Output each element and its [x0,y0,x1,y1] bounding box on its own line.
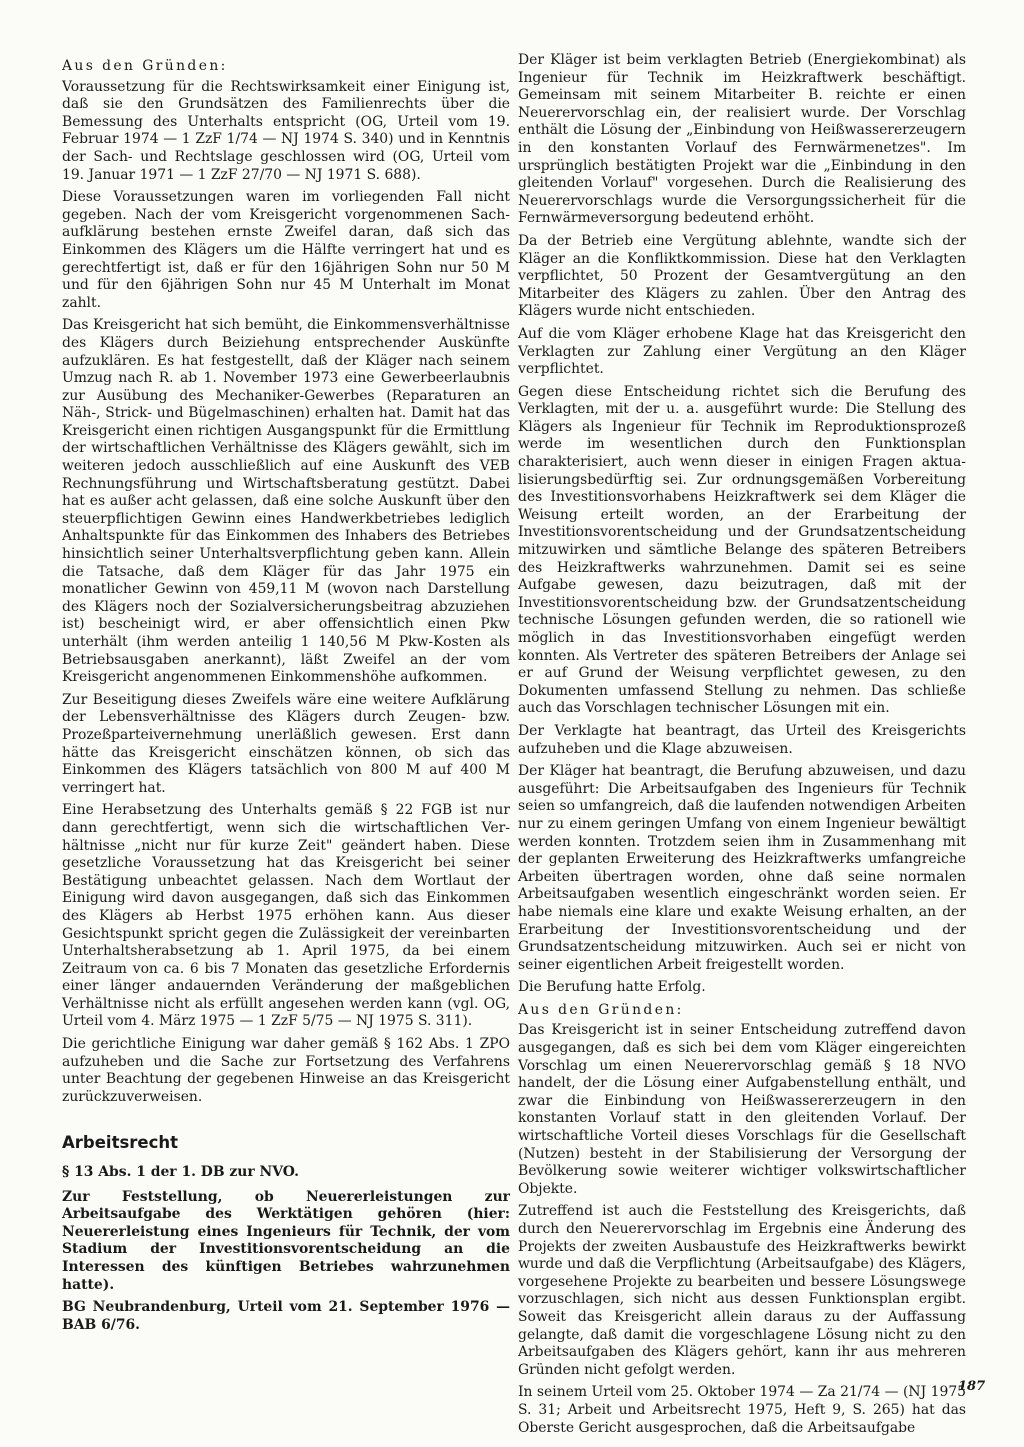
grounds-heading: Aus den Gründen: [518,1001,684,1018]
paragraph: Der Kläger ist beim verklagten Betrieb (Energiekombinat) als Ingenieur für Technik im Heizkraftwerk beschäftigt. Gemeinsam mit seinem Mitarbeiter B. reichte er einen Neuerervorschlag ein, der realisiert wurde. Der Vorschlag enthält die Lösung der „Einbindung von Heißwassererzeugern in den konstanten Vorlauf des Fernwärmenetzes". Im ursprünglich bestätigten Projekt war die „Einbindung in den gleitenden Vorlauf" vorgesehen. Durch die Realisierung des Neuerervorschlags wurde die Versorgungssicherheit für die Fernwärmeversorgung bedeutend erhöht. [518,52,966,227]
paragraph: Da der Betrieb eine Vergütung ablehnte, wandte sich der Kläger an die Konfliktkommission. Diese hat den Verklagten verpflichtet, 50 Prozent der Gesamtvergütung an den Mitarbeiter des Klägers zu zahlen. Über den Antrag des Klägers wurde nicht entschieden. [518,232,966,320]
paragraph: Die Berufung hatte Erfolg. [518,979,706,996]
paragraph: Diese Voraussetzungen waren im vorliegenden Fall nicht gegeben. Nach der vom Kreisgericht vorgenommenen Sachaufklärung bestehen ernste Zweifel daran, daß sich das Einkommen des Klägers um die Hälfte verringert hat und es gerechtfertigt ist, daß er für den 16jährigen Sohn nur 50 M und für den 6jährigen Sohn nur 45 M Unterhalt im Monat zahlt. [62,189,510,311]
case-citation: BG Neubrandenburg, Urteil vom 21. September 1976 — BAB 6/76. [62,1299,510,1333]
paragraph: Zutreffend ist auch die Feststellung des Kreisgerichts, daß durch den Neuerervorschlag im Ergebnis eine Änderung des Projekts der zweiten Ausbaustufe des Heizkraftwerks bewirkt wurde und daß die Verpflichtung (Arbeitsaufgabe) des Klägers, vorgesehene Projekte zu bearbeiten und bessere Lösungswege vorzuschlagen, sich nicht aus dessen Funktionsplan ergibt. Soweit das Kreisgericht allein daraus zu der Auffassung gelangte, daß damit die vorgeschlagene Lösung nicht zu den Arbeitsaufgaben des Klägers gehört, kann ihr aus mehreren Gründen nicht gefolgt werden. [518,1203,966,1378]
paragraph: Gegen diese Entscheidung richtet sich die Berufung des Verklagten, mit der u. a. ausgeführt wurde: Die Stellung des Klägers als Ingenieur für Technik im Reproduktionsprozeß werde im wesentlichen durch den Funktionsplan charakterisiert, auch wenn dieser in einigen Fragen aktualisierungsbedürftig sei. Zur ordnungsgemäßen Vorbereitung des Investitionsvorhabens Heizkraftwerk sei dem Kläger die Weisung erteilt worden, an der Erarbeitung der Investitionsvorentscheidung und der Grundsatzentscheidung mitzuwirken und sämtliche Belange des späteren Betreibers des Heizkraftwerks wahrzunehmen. Damit sei es seine Aufgabe gewesen, dazu beizutragen, daß mit der Investitionsvorentscheidung bzw. der Grundsatzentscheidung technische Lösungen gefunden werden, die so rationell wie möglich in das Investitionsvorhaben eingefügt werden konnten. Als Vertreter des späteren Betreibers der Anlage sei er auf Grund der Weisung verpflichtet gewesen, zu den Dokumenten umfassend Stellung zu nehmen. Das schließe auch das Vorschlagen technischer Lösungen mit ein. [518,383,966,717]
page-number: 187 [958,1379,986,1394]
paragraph: Zur Beseitigung dieses Zweifels wäre eine weitere Aufklärung der Lebensverhältnisse des Klägers durch Zeugen- bzw. Prozeßparteivernehmung unerläßlich gewesen. Erst dann hätte das Kreisgericht einschätzen können, ob sich das Einkommen des Klägers tatsächlich von 800 M auf 400 M verringert hat. [62,691,510,796]
left-column [62,58,510,1339]
section-title: Arbeitsrecht [62,1133,179,1153]
right-column [518,52,966,1442]
paragraph: Die gerichtliche Einigung war daher gemäß § 162 Abs. 1 ZPO aufzuheben und die Sache zur Fortsetzung des Verfahrens unter Beachtung der gegebenen Hinweise an das Kreisgericht zurückzuverweisen. [62,1036,510,1105]
paragraph: Voraussetzung für die Rechtswirksamkeit einer Einigung ist, daß sie den Grundsätzen des Familienrechts über die Bemessung des Unterhalts entspricht (OG, Urteil vom 19. Februar 1974 — 1 ZzF 1/74 — NJ 1974 S. 340) und in Kenntnis der Sach- und Rechtslage geschlossen wird (OG, Urteil vom 19. Januar 1971 — 1 ZzF 27/70 — NJ 1971 S. 688). [62,78,510,183]
headnote: Zur Feststellung, ob Neuererleistungen zur Arbeitsaufgabe des Werktätigen gehören (hier: Neuererleistung eines Ingenieurs für Technik, der vom Stadium der Investitionsvorentscheidung an die Interessen des künftigen Betriebes wahrzunehmen hatte). [62,1188,510,1293]
paragraph: Eine Herabsetzung des Unterhalts gemäß § 22 FGB ist nur dann gerechtfertigt, wenn sich die wirtschaftlichen Verhältnisse „nicht nur für kurze Zeit" geändert haben. Diese gesetzliche Voraussetzung hat das Kreisgericht bei seiner Bestätigung unbeachtet gelassen. Nach dem Wortlaut der Einigung wird davon ausgegangen, daß sich das Einkommen des Klägers ab Herbst 1975 erhöhen kann. Aus dieser Gesichtspunkt spricht gegen die Zulässigkeit der vereinbarten Unterhaltsherabsetzung ab 1. April 1975, da bei einem Zeitraum von ca. 6 bis 7 Monaten das gesetzliche Erfordernis einer länger andauernden Veränderung der maßgeblichen Verhältnisse nicht als erfüllt angesehen werden kann (vgl. OG, Urteil vom 4. März 1975 — 1 ZzF 5/75 — NJ 1975 S. 311). [62,802,510,1030]
legal-norm: § 13 Abs. 1 der 1. DB zur NVO. [62,1164,299,1181]
paragraph: Das Kreisgericht hat sich bemüht, die Einkommensverhältnisse des Klägers durch Beiziehung entsprechender Auskünfte aufzuklären. Es hat festgestellt, daß der Kläger nach seinem Umzug nach R. ab 1. November 1973 eine Gewerbeerlaubnis zur Ausübung des Mechaniker-Gewerbes (Reparaturen an Näh-, Strick- und Bügelmaschinen) erhalten hat. Damit hat das Kreisgericht einen richtigen Ausgangspunkt für die Ermittlung der wirtschaftlichen Verhältnisse des Klägers gewählt, sich im weiteren jedoch ausschließlich auf eine Auskunft des VEB Rechnungsführung und Wirtschaftsberatung gestützt. Dabei hat es außer acht gelassen, daß eine solche Auskunft über den steuerpflichtigen Gewinn eines Handwerkbetriebes lediglich Anhaltspunkte für das Einkommen des Inhabers des Betriebes hinsichtlich seiner Unterhaltsverpflichtung geben kann. Allein die Tatsache, daß dem Kläger für das Jahr 1975 ein monatlicher Gewinn von 459,11 M (wovon nach Darstellung des Klägers noch der Sozialversicherungsbeitrag abzuziehen ist) bescheinigt wird, er aber offensichtlich einen Pkw unterhält (ihm werden anteilig 1 140,56 M Pkw-Kosten als Betriebsausgaben anerkannt), läßt Zweifel an der vom Kreisgericht angenommenen Einkommenshöhe aufkommen. [62,317,510,686]
paragraph: Das Kreisgericht ist in seiner Entscheidung zutreffend davon ausgegangen, daß es sich bei dem vom Kläger eingereichten Vorschlag um einen Neuerervorschlag gemäß § 18 NVO handelt, der die Lösung einer Aufgabenstellung enthält, und zwar die Einbindung von Heißwassererzeugern in den konstanten Vorlauf statt in den gleitenden Vorlauf. Der wirtschaftliche Vorteil dieses Vorschlags für die Gesellschaft (Nutzen) besteht in der Stabilisierung der Versorgung der Bevölkerung sowie weiterer wichtiger volkswirtschaftlicher Objekte. [518,1022,966,1197]
paragraph: In seinem Urteil vom 25. Oktober 1974 — Za 21/74 — (NJ 1975 S. 31; Arbeit und Arbeitsrecht 1975, Heft 9, S. 265) hat das Oberste Gericht ausgesprochen, daß die Arbeitsaufgabe [518,1384,966,1436]
grounds-heading: Aus den Gründen: [62,58,228,74]
paragraph: Der Verklagte hat beantragt, das Urteil des Kreisgerichts aufzuheben und die Klage abzuweisen. [518,722,966,757]
paragraph: Auf die vom Kläger erhobene Klage hat das Kreisgericht den Verklagten zur Zahlung einer Vergütung an den Kläger verpflichtet. [518,325,966,378]
paragraph: Der Kläger hat beantragt, die Berufung abzuweisen, und dazu ausgeführt: Die Arbeitsaufgaben des Ingenieurs für Technik seien so umfangreich, daß die laufenden notwendigen Arbeiten nur zu einem geringen Umfang von einem Ingenieur bewältigt werden konnten. Trotzdem seien ihm in Zusammenhang mit der geplanten Erweiterung des Heizkraftwerks umfangreiche Arbeiten übertragen worden, ohne daß seine normalen Arbeitsaufgaben wesentlich eingeschränkt worden seien. Er habe niemals eine klare und exakte Weisung erhalten, an der Erarbeitung der Investitionsvorentscheidung und der Grundsatzentscheidung mitzuwirken. Auch sei er nicht von seiner eigentlichen Arbeit freigestellt worden. [518,763,966,973]
